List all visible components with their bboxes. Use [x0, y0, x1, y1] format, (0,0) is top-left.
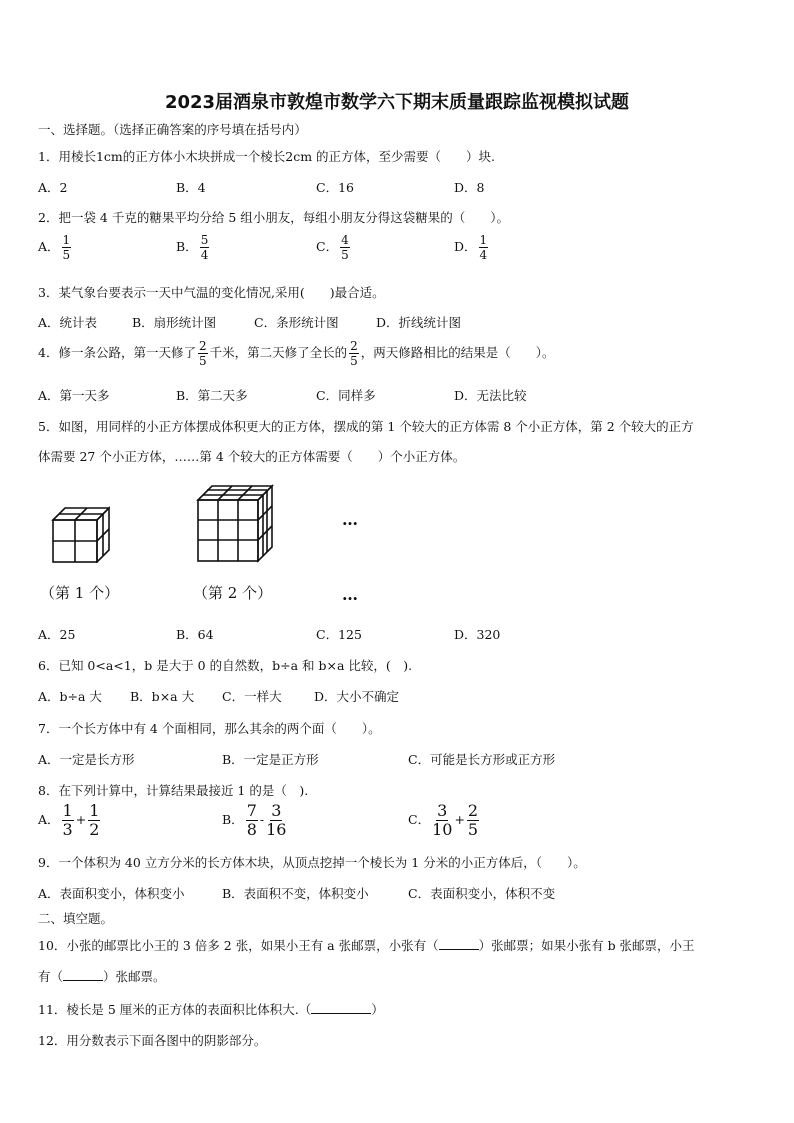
q6-option-c: C．一样大 [222, 689, 282, 704]
q4-option-a: A．第一天多 [38, 388, 110, 403]
question-7: 7．一个长方体中有 4 个面相同，那么其余的两个面（ ）。 [38, 721, 381, 736]
section-choice-heading: 一、选择题。（选择正确答案的序号填在括号内） [38, 122, 307, 137]
q7-option-b: B．一定是正方形 [222, 752, 319, 767]
q2-option-d: D． $\frac{1}{4}$ [454, 233, 488, 262]
question-5-line-2: 体需要 27 个小正方体，……第 4 个较大的正方体需要（ ）个小正方体。 [38, 449, 466, 464]
q5-option-c: C．125 [316, 627, 362, 642]
question-9: 9．一个体积为 40 立方分米的长方体木块，从顶点挖掉一个棱长为 1 分米的小正方体后，（ ）。 [38, 855, 586, 870]
q5-option-b: B．64 [176, 627, 214, 642]
q7-option-c: C．可能是长方形或正方形 [408, 752, 556, 767]
cube-figure-2 [195, 483, 275, 563]
q11-answer-blank[interactable] [311, 1002, 371, 1014]
q2-option-a: A． $\frac{1}{5}$ [38, 233, 71, 262]
question-3: 3．某气象台要表示一天中气温的变化情况,采用( )最合适。 [38, 285, 385, 300]
q5-option-d: D．320 [454, 627, 501, 642]
q5-option-a: A．25 [38, 627, 76, 642]
q8-option-c: C． $\frac{3}{10}$ + $\frac{2}{5}$ [408, 801, 479, 839]
q4-option-c: C．同样多 [316, 388, 376, 403]
question-6: 6．已知 0<a<1，b 是大于 0 的自然数，b÷a 和 b×a 比较，( ). [38, 658, 413, 673]
q6-option-d: D．大小不确定 [314, 689, 400, 704]
question-12: 12．用分数表示下面各图中的阴影部分。 [38, 1033, 267, 1048]
q6-option-a: A．b÷a 大 [38, 689, 102, 704]
figure-ellipsis-top: … [342, 510, 358, 529]
question-2: 2．把一袋 4 千克的糖果平均分给 5 组小朋友，每组小朋友分得这袋糖果的（ ）。 [38, 210, 510, 225]
question-10-line-1: 10．小张的邮票比小王的 3 倍多 2 张，如果小王有 a 张邮票，小张有（ ）张邮票；如果小张有 b 张邮票，小王 [38, 938, 695, 953]
q9-option-a: A．表面积变小，体积变小 [38, 886, 185, 901]
cube-figure-1 [50, 505, 110, 563]
q1-option-d: D．8 [454, 180, 485, 195]
q3-option-d: D．折线统计图 [376, 315, 462, 330]
figure-ellipsis-bottom: … [342, 585, 358, 604]
question-10-line-2: 有（ ）张邮票。 [38, 969, 166, 984]
q8-option-b: B． $\frac{7}{8}$ - $\frac{3}{16}$ [222, 801, 287, 839]
q6-option-b: B．b×a 大 [130, 689, 195, 704]
q2-option-b: B． $\frac{5}{4}$ [176, 233, 209, 262]
question-8: 8．在下列计算中，计算结果最接近 1 的是（ ). [38, 783, 309, 798]
q10-answer-blank-2[interactable] [63, 969, 103, 981]
figure-caption-2: （第 2 个） [193, 584, 273, 602]
q3-option-b: B．扇形统计图 [132, 315, 217, 330]
q1-option-a: A．2 [38, 180, 68, 195]
question-4: 4．修一条公路，第一天修了 $\frac{2}{5}$ 千米，第二天修了全长的 $\frac{2}{5}$ ，两天修路相比的结果是（ ）。 [38, 339, 555, 368]
section-fill-heading: 二、填空题。 [38, 911, 114, 926]
q9-option-c: C．表面积变小，体积不变 [408, 886, 556, 901]
q3-option-a: A．统计表 [38, 315, 98, 330]
q8-option-a: A． $\frac{1}{3}$ + $\frac{1}{2}$ [38, 801, 100, 839]
question-5-line-1: 5．如图，用同样的小正方体摆成体积更大的正方体，摆成的第 1 个较大的正方体需 8 个小正方体，第 2 个较大的正方 [38, 419, 694, 434]
page-title: 2023届酒泉市敦煌市数学六下期末质量跟踪监视模拟试题 [164, 92, 630, 113]
q10-answer-blank-1[interactable] [439, 938, 479, 950]
q9-option-b: B．表面积不变，体积变小 [222, 886, 369, 901]
q3-option-c: C．条形统计图 [254, 315, 339, 330]
q4-option-b: B．第二天多 [176, 388, 248, 403]
q4-option-d: D．无法比较 [454, 388, 527, 403]
q2-option-c: C． $\frac{4}{5}$ [316, 233, 349, 262]
q1-option-c: C．16 [316, 180, 354, 195]
question-11: 11．棱长是 5 厘米的正方体的表面积比体积大.（ ） [38, 1002, 384, 1017]
q7-option-a: A．一定是长方形 [38, 752, 135, 767]
figure-caption-1: （第 1 个） [40, 584, 120, 602]
question-1: 1．用棱长1cm的正方体小木块拼成一个棱长2cm 的正方体，至少需要（ ）块. [38, 149, 496, 164]
q1-option-b: B．4 [176, 180, 206, 195]
